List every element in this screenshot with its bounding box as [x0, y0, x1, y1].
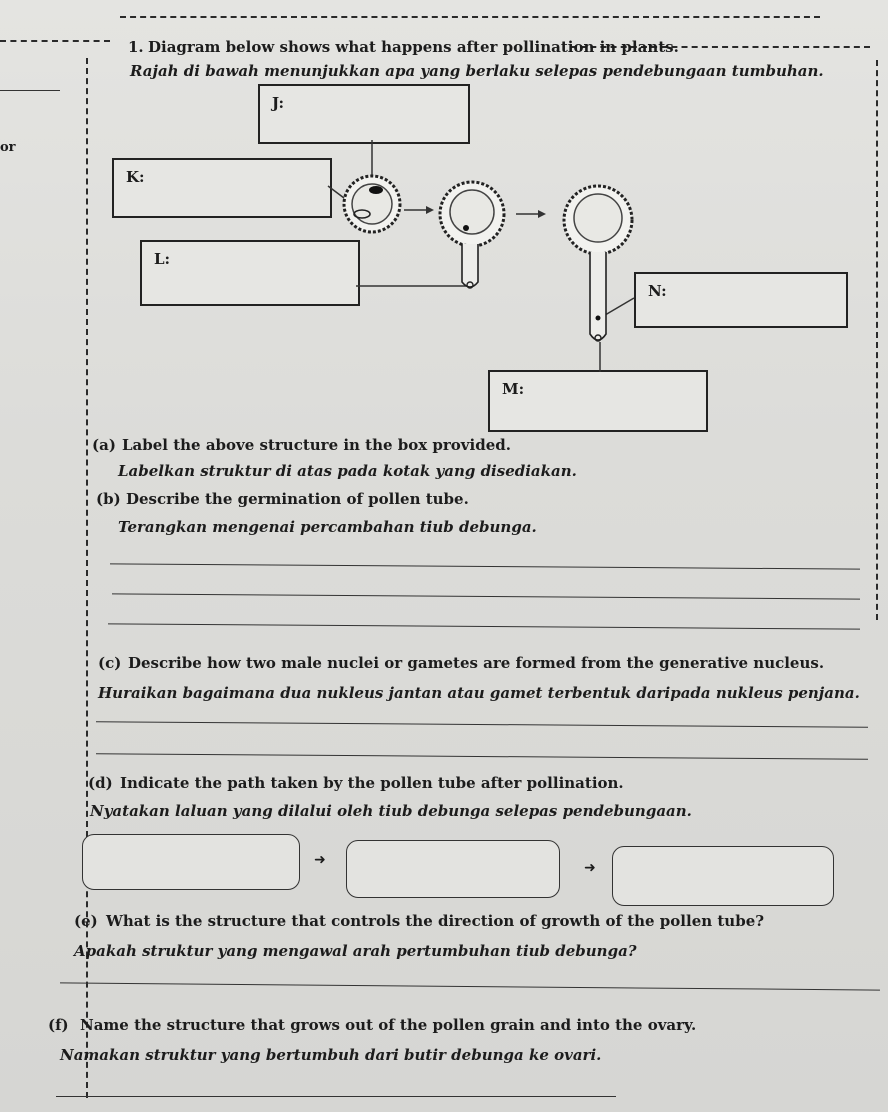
label-n: N:	[648, 282, 667, 300]
question-b-ms: Terangkan mengenai percambahan tiub debunga.	[118, 518, 537, 536]
question-e-ms: Apakah struktur yang mengawal arah pertumbuhan tiub debunga?	[74, 942, 637, 960]
margin-fragment: or	[0, 140, 16, 155]
pollen-tube-diagram	[0, 0, 888, 440]
label-k: K:	[126, 168, 145, 186]
label-j: J:	[272, 94, 285, 112]
question-c-en: Describe how two male nuclei or gametes are formed from the generative nucleus.	[128, 654, 825, 672]
diagram-title-en: Diagram below shows what happens after pollination in plants.	[148, 38, 679, 56]
answer-line-b3[interactable]	[108, 623, 860, 629]
question-c-ms: Huraikan bagaimana dua nukleus jantan atau gamet terbentuk daripada nukleus penjana.	[98, 684, 860, 702]
question-e-en: What is the structure that controls the direction of growth of the pollen tube?	[106, 912, 765, 930]
path-arrow-2-icon: ➜	[584, 860, 596, 876]
diagram-title-ms: Rajah di bawah menunjukkan apa yang berlaku selepas pendebungaan tumbuhan.	[130, 62, 824, 80]
question-number: 1.	[128, 38, 144, 56]
answer-line-e[interactable]	[60, 982, 880, 990]
answer-line-c2[interactable]	[96, 753, 868, 759]
pollen-grain-stage-2	[440, 182, 504, 288]
question-e-marker: (e)	[74, 912, 98, 930]
question-a-en: Label the above structure in the box provided.	[122, 436, 511, 454]
question-d-en: Indicate the path taken by the pollen tube after pollination.	[120, 774, 624, 792]
question-a-ms: Labelkan struktur di atas pada kotak yang disediakan.	[118, 462, 577, 480]
question-d-marker: (d)	[88, 774, 113, 792]
pollen-grain-stage-1	[344, 176, 400, 232]
question-b-en: Describe the germination of pollen tube.	[126, 490, 469, 508]
label-m: M:	[502, 380, 525, 398]
answer-line-b1[interactable]	[110, 563, 860, 569]
question-a-marker: (a)	[92, 436, 116, 454]
question-f-ms: Namakan struktur yang bertumbuh dari butir debunga ke ovari.	[60, 1046, 602, 1064]
pollen-grain-stage-3	[564, 186, 632, 341]
path-box-2[interactable]	[346, 840, 560, 898]
question-f-en: Name the structure that grows out of the pollen grain and into the ovary.	[80, 1016, 697, 1034]
path-box-3[interactable]	[612, 846, 834, 906]
question-c-marker: (c)	[98, 654, 122, 672]
label-l: L:	[154, 250, 171, 268]
question-d-ms: Nyatakan laluan yang dilalui oleh tiub debunga selepas pendebungaan.	[90, 802, 692, 820]
path-box-1[interactable]	[82, 834, 300, 890]
answer-line-b2[interactable]	[112, 593, 860, 599]
answer-line-f[interactable]	[56, 1096, 616, 1097]
question-b-marker: (b)	[96, 490, 121, 508]
question-f-marker: (f)	[48, 1016, 69, 1034]
answer-line-c1[interactable]	[96, 721, 868, 727]
path-arrow-1-icon: ➜	[314, 852, 326, 868]
